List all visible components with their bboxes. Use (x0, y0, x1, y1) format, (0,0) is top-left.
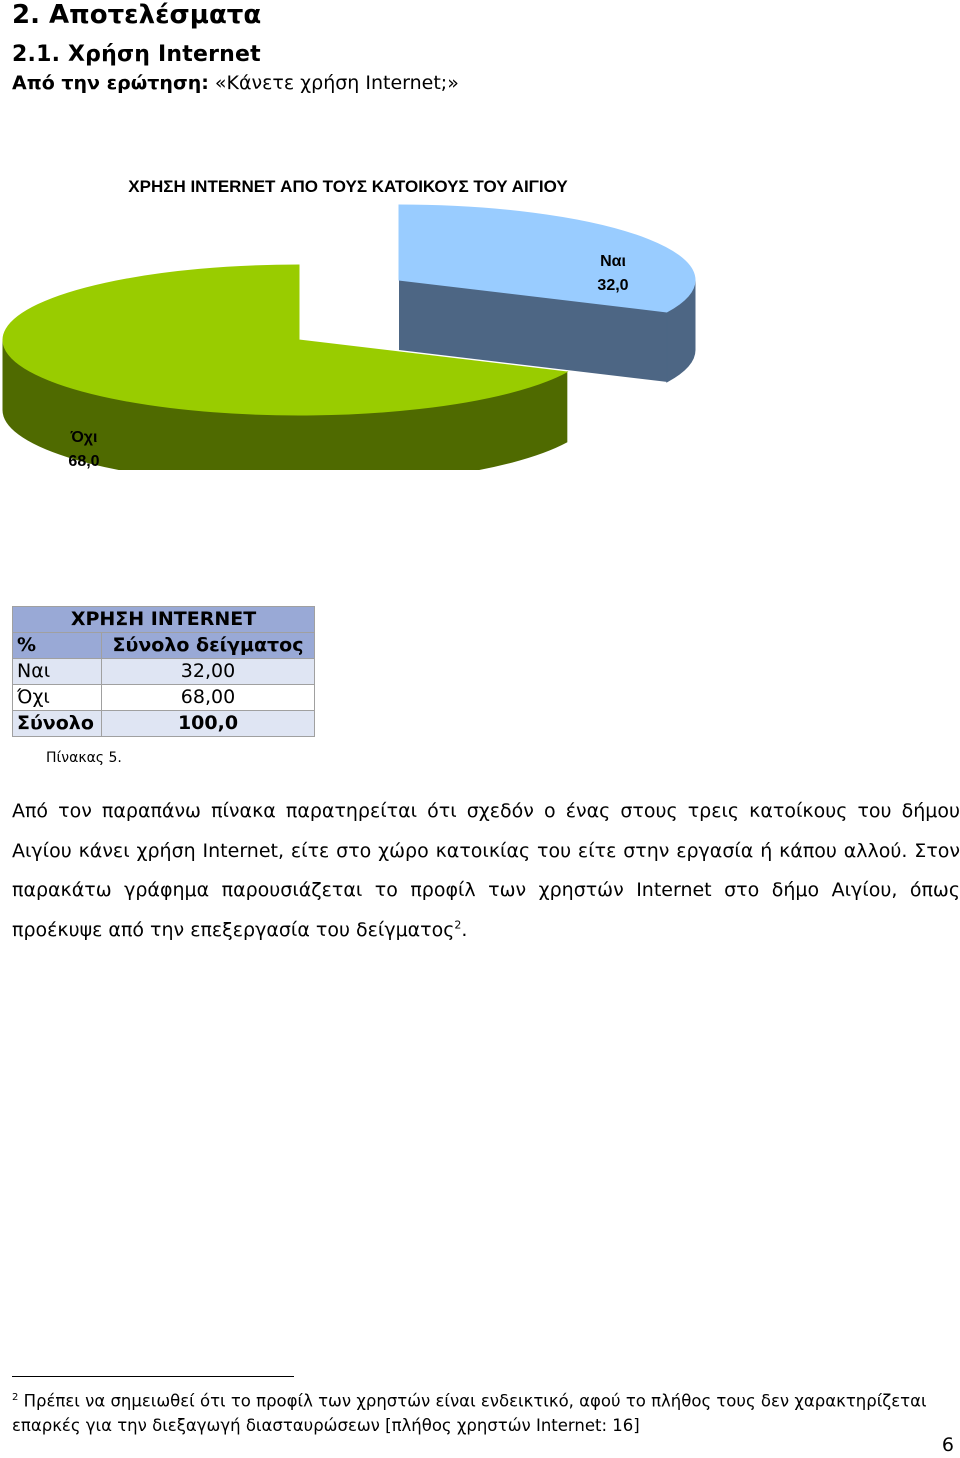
table-cell-value: 32,00 (102, 659, 315, 685)
page-number: 6 (941, 1434, 954, 1456)
paragraph-text: Από τον παραπάνω πίνακα παρατηρείται ότι σχεδόν ο ένας στους τρεις κατοίκους του δήμου Αιγίου κάνει χρήση Internet, είτε στο χώρο κατοικίας του είτε στην εργασία ή κάπου αλλού. Στον παρακάτω γράφημα παρουσιάζεται το προφίλ των χρηστών Internet στο δήμο Αιγίου, όπως προέκυψε από την επεξεργασία του δείγματος (12, 800, 960, 941)
body-paragraph (12, 792, 960, 950)
table-title: ΧΡΗΣΗ INTERNET (13, 607, 315, 633)
table-total-row (13, 711, 315, 737)
chart-title: ΧΡΗΣΗ INTERNET ΑΠΟ ΤΟΥΣ ΚΑΤΟΙΚΟΥΣ ΤΟΥ ΑΙΓΙΟΥ (128, 177, 568, 196)
footnote (12, 1386, 960, 1438)
table-col-label: % (13, 633, 102, 659)
paragraph-end: . (461, 918, 468, 941)
sub-heading: 2.1. Χρήση Internet (12, 42, 261, 67)
question-text: «Κάνετε χρήση Internet;» (208, 72, 459, 94)
footnote-divider (12, 1376, 294, 1377)
table-row (13, 659, 315, 685)
table-title-row (13, 607, 315, 633)
table-cell-value: 68,00 (102, 685, 315, 711)
table-cell-label: Όχι (13, 685, 102, 711)
table-header-row (13, 633, 315, 659)
pie-chart (0, 160, 960, 470)
slice-label-no-name: Όχι (70, 429, 98, 446)
table-col-value: Σύνολο δείγματος (102, 633, 315, 659)
slice-label-no-value: 68,0 (68, 453, 100, 470)
slice-label-yes-name: Ναι (600, 253, 626, 270)
slice-label-yes-value: 32,0 (597, 277, 629, 294)
question-line (12, 72, 459, 94)
table-total-value: 100,0 (102, 711, 315, 737)
footnote-mark: 2 (12, 1392, 19, 1403)
question-prefix: Από την ερώτηση: (12, 72, 209, 94)
table-cell-label: Ναι (13, 659, 102, 685)
pie-slices (3, 205, 695, 470)
data-table (12, 606, 315, 737)
table-row (13, 685, 315, 711)
table-total-label: Σύνολο (13, 711, 102, 737)
section-heading: 2. Αποτελέσματα (12, 0, 262, 30)
footnote-text: Πρέπει να σημειωθεί ότι το προφίλ των χρηστών είναι ενδεικτικό, αφού το πλήθος τους δεν χαρακτηρίζεται επαρκές για την διεξαγωγή διασταυρώσεων [πλήθος χρηστών Internet: 16] (12, 1391, 927, 1435)
footnote-reference: 2 (454, 918, 462, 932)
table-caption: Πίνακας 5. (46, 750, 122, 766)
